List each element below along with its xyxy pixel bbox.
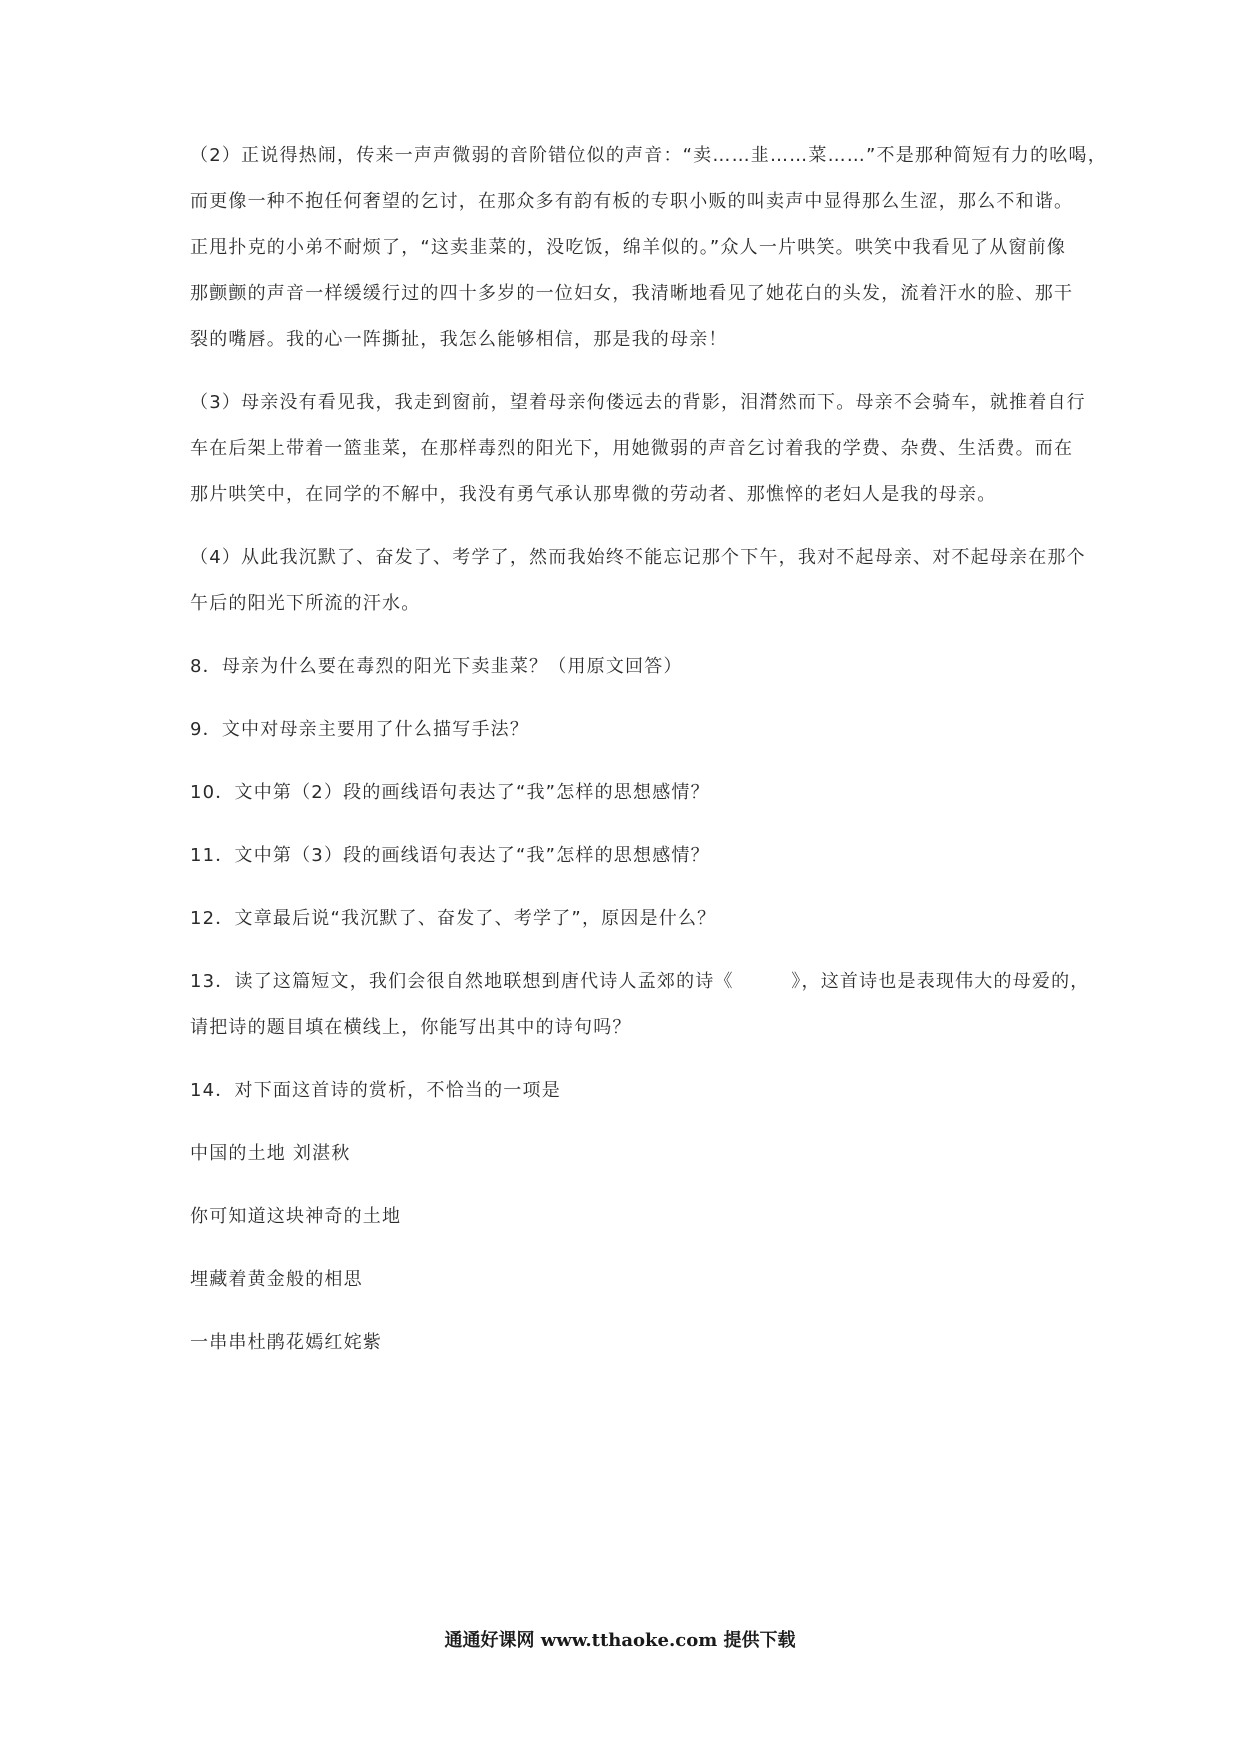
- paragraph-line: 那颤颤的声音一样缓缓行过的四十多岁的一位妇女，我清晰地看见了她花白的头发，流着汗水的脸、那干: [190, 283, 1074, 304]
- question-12: 12．文章最后说“我沉默了、奋发了、考学了”，原因是什么？: [190, 908, 717, 929]
- paragraph-line: 车在后架上带着一篮韭菜，在那样毒烈的阳光下，用她微弱的声音乞讨着我的学费、杂费、生活费。而在: [190, 438, 1074, 459]
- poem-title: 中国的土地 刘湛秋: [190, 1143, 351, 1164]
- question-13-line: 请把诗的题目填在横线上，你能写出其中的诗句吗？: [190, 1017, 632, 1038]
- paragraph-line: 正甩扑克的小弟不耐烦了，“这卖韭菜的，没吃饭，绵羊似的。”众人一片哄笑。哄笑中我看见了从窗前像: [190, 237, 1067, 258]
- question-11: 11．文中第（3）段的画线语句表达了“我”怎样的思想感情？: [190, 845, 710, 866]
- paragraph-line: （3）母亲没有看见我，我走到窗前，望着母亲佝偻远去的背影，泪潸然而下。母亲不会骑车，就推着自行: [190, 392, 1086, 413]
- paragraph-line: 而更像一种不抱任何奢望的乞讨，在那众多有韵有板的专职小贩的叫卖声中显得那么生涩，那么不和谐。: [190, 191, 1074, 212]
- question-10: 10．文中第（2）段的画线语句表达了“我”怎样的思想感情？: [190, 782, 710, 803]
- paragraph-line: （2）正说得热闹，传来一声声微弱的音阶错位似的声音：“卖……韭……菜……”不是那种简短有力的吆喝，: [190, 145, 1107, 166]
- question-14: 14．对下面这首诗的赏析，不恰当的一项是: [190, 1080, 561, 1101]
- paragraph-line: 那片哄笑中，在同学的不解中，我没有勇气承认那卑微的劳动者、那憔悴的老妇人是我的母亲。: [190, 484, 997, 505]
- poem-line: 埋藏着黄金般的相思: [190, 1269, 363, 1290]
- poem-line: 你可知道这块神奇的土地: [190, 1206, 402, 1227]
- footer-download-notice: 通通好课网 www.tthaoke.com 提供下载: [444, 1630, 796, 1651]
- question-8: 8．母亲为什么要在毒烈的阳光下卖韭菜？（用原文回答）: [190, 656, 683, 677]
- poem-line: 一串串杜鹃花嫣红姹紫: [190, 1332, 382, 1353]
- paragraph-line: （4）从此我沉默了、奋发了、考学了，然而我始终不能忘记那个下午，我对不起母亲、对不起母亲在那个: [190, 547, 1086, 568]
- question-13-line: 13．读了这篇短文，我们会很自然地联想到唐代诗人孟郊的诗《 》，这首诗也是表现伟大的母爱的，: [190, 971, 1090, 992]
- paragraph-line: 午后的阳光下所流的汗水。: [190, 593, 421, 614]
- question-9: 9．文中对母亲主要用了什么描写手法？: [190, 719, 530, 740]
- paragraph-line: 裂的嘴唇。我的心一阵撕扯，我怎么能够相信，那是我的母亲！: [190, 329, 728, 350]
